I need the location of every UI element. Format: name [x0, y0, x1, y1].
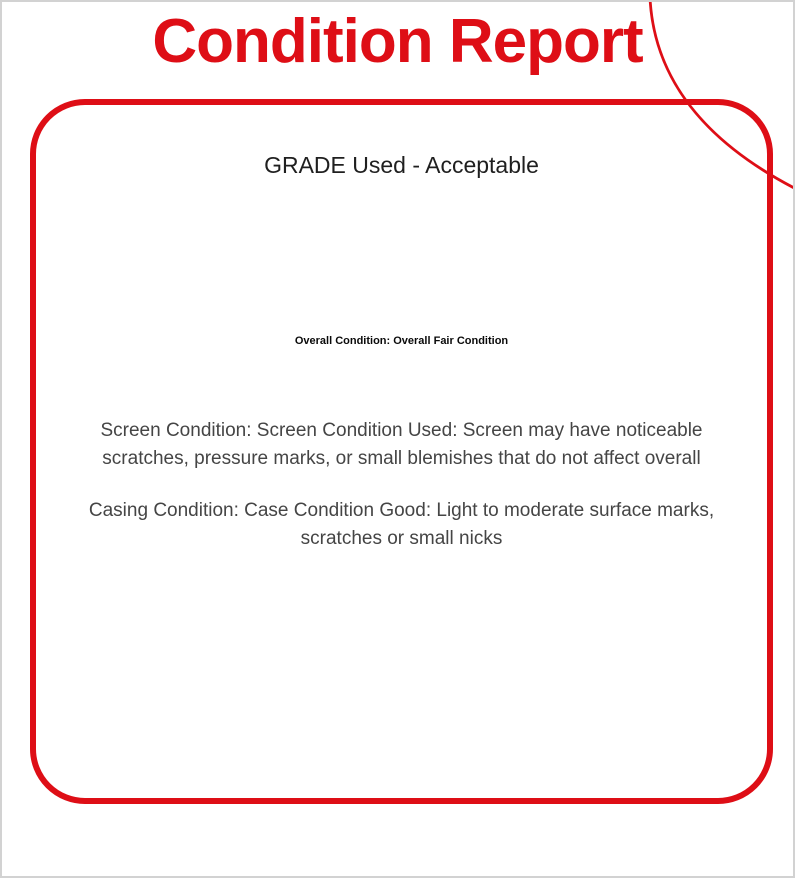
overall-condition-text: Overall Condition: Overall Fair Condition — [294, 335, 509, 347]
casing-condition-text: Casing Condition: Case Condition Good: Light to moderate surface marks, scratches or small nicks — [88, 500, 715, 549]
page-title: Condition Report — [152, 7, 643, 76]
grade-heading: GRADE Used - Acceptable — [264, 152, 539, 178]
screen-condition-text: Screen Condition: Screen Condition Used: Screen may have noticeable scratches, pressure marks, or small blemishes that do not affect overall — [100, 420, 703, 469]
report-panel — [30, 99, 773, 804]
